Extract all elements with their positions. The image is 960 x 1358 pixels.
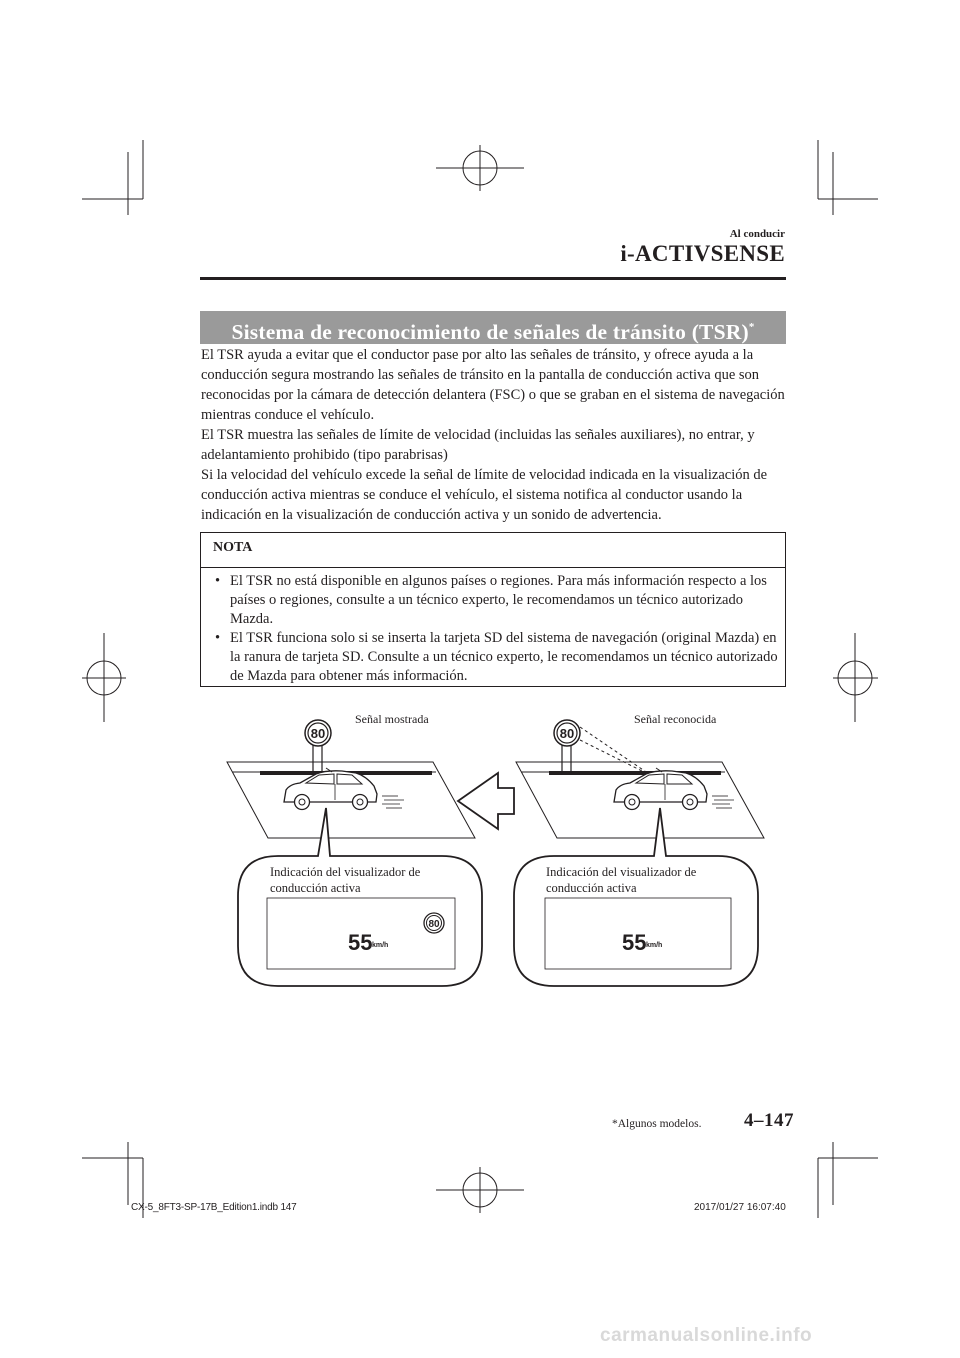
bullet-icon: • <box>215 630 221 646</box>
print-file-info: CX-5_8FT3-SP-17B_Edition1.indb 147 <box>131 1202 297 1213</box>
vehicle-speed-readout: 55 <box>348 930 373 955</box>
body-paragraph: El TSR ayuda a evitar que el conductor pase por alto las señales de tránsito, y ofrece ayuda a la conducción segura mostrando las señales de tránsito en la pantalla de conducción activa que son reconocidas por la cámara de detección delantera (FSC) o que se graban en el sistema de navegación mientras conduce el vehículo. <box>201 347 785 423</box>
caption-line: Indicación del visualizador de <box>546 865 697 879</box>
footnote: *Algunos modelos. <box>612 1118 702 1130</box>
sign-value: 80 <box>310 726 326 741</box>
caption-line: conducción activa <box>270 881 361 895</box>
caption-line: conducción activa <box>546 881 637 895</box>
watermark: carmanualsonline.info <box>600 1325 813 1346</box>
note-title: NOTA <box>213 540 253 555</box>
section-label: Al conducir <box>729 228 785 240</box>
note-item-text: El TSR no está disponible en algunos países o regiones. Para más información respecto a los países o regiones, consulte a un técnico experto, le recomendamos un técnico autorizado Mazda. <box>230 573 767 627</box>
display-caption <box>270 864 470 896</box>
chapter-title: i-ACTIVSENSE <box>620 241 785 266</box>
speed-limit-sign-icon <box>305 720 331 746</box>
bullet-icon: • <box>215 573 221 589</box>
print-date: 2017/01/27 16:07:40 <box>694 1202 786 1213</box>
label-sign-recognized: Señal reconocida <box>634 712 717 726</box>
note-item-text: El TSR funciona solo si se inserta la tarjeta SD del sistema de navegación (original Mazda) en la ranura de tarjeta SD. Consulte a un técnico experto, le recomendamos un técnico autorizado de Mazda para obtener más información. <box>230 630 778 684</box>
display-caption <box>546 864 746 896</box>
speed-limit-sign-icon <box>424 913 444 933</box>
speed-unit: km/h <box>646 942 663 949</box>
page-number: 4–147 <box>744 1110 794 1131</box>
body-paragraph: Si la velocidad del vehículo excede la señal de límite de velocidad indicada en la visualización de conducción activa mientras se conduce el vehículo, el sistema notifica al conductor usando la indicación en la visualización de conducción activa y un sonido de advertencia. <box>201 467 768 523</box>
caption-line: Indicación del visualizador de <box>270 865 421 879</box>
scene-sign-displayed <box>227 720 475 838</box>
label-sign-displayed: Señal mostrada <box>355 712 429 726</box>
scene-sign-recognized <box>516 720 764 838</box>
speed-unit: km/h <box>372 942 389 949</box>
body-paragraph: El TSR muestra las señales de límite de velocidad (incluidas las señales auxiliares), no entrar, y adelantamiento prohibido (tipo parabrisas) <box>201 427 755 463</box>
section-title: Sistema de reconocimiento de señales de tránsito (TSR) <box>231 320 749 344</box>
vehicle-speed-readout: 55 <box>622 930 647 955</box>
speed-limit-sign-icon <box>554 720 580 746</box>
model-availability-marker: * <box>748 321 755 333</box>
sign-value: 80 <box>428 919 440 930</box>
left-arrow-icon <box>458 773 514 829</box>
sign-value: 80 <box>559 726 575 741</box>
